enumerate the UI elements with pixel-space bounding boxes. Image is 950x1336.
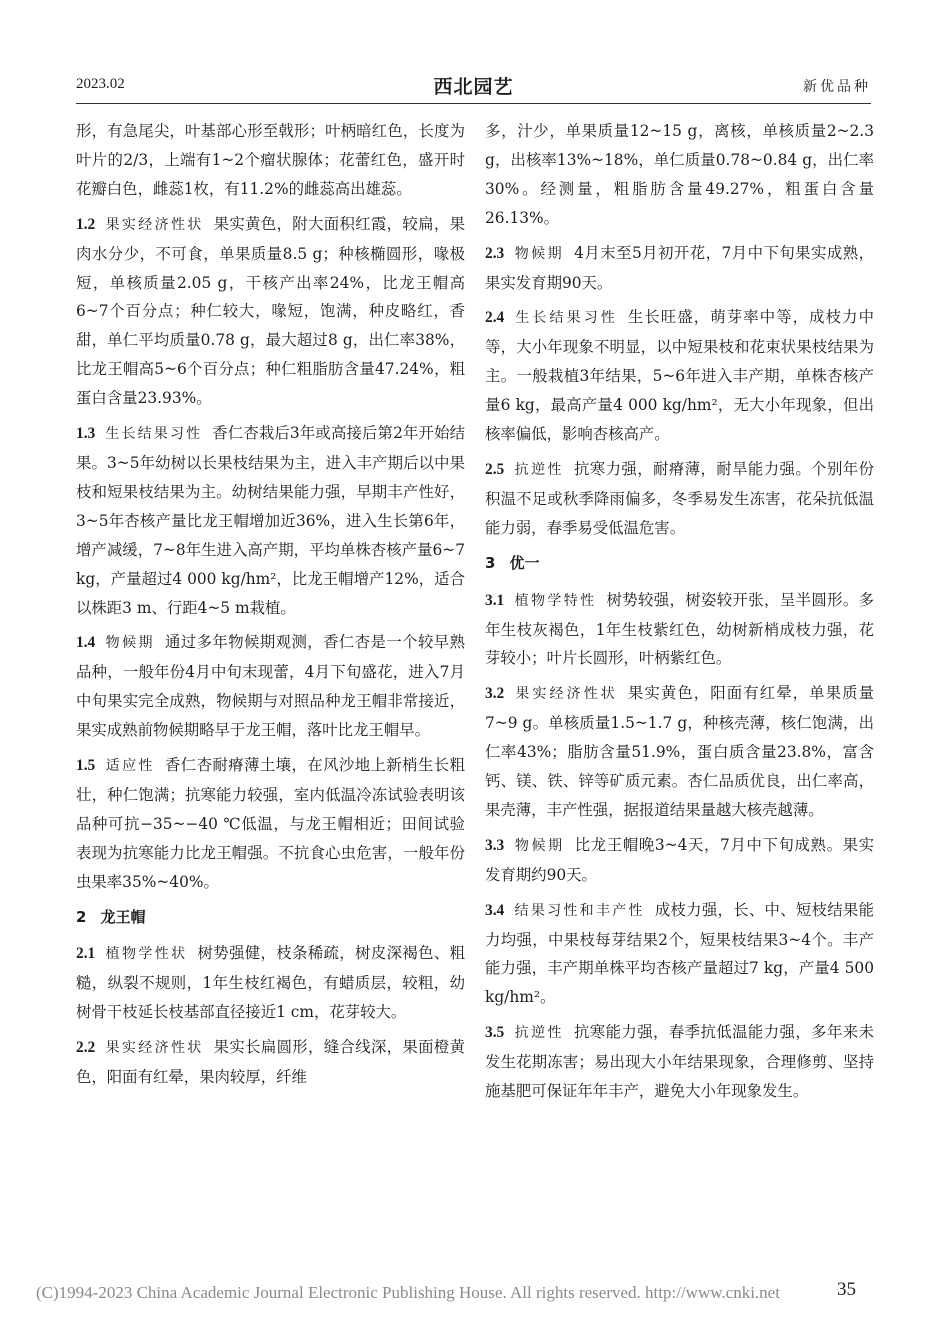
subsection-number: 1.4 <box>76 634 96 652</box>
subsection-text: 果实黄色，附大面积红霞，较扁，果肉水分少，不可食，单果质量8.5 g；种核椭圆形，喙极短，单核质量2.05 g，干核产出率24%，比龙王帽高6~7个百分点；种仁较大，喙短，饱满，种皮略红，香甜，单仁平均质量0.78 g，最大超过8 g，出仁率38%，比龙王帽高5~6个百分点；种仁粗脂肪含量47.24%，粗蛋白含量23.93%。 <box>76 214 465 408</box>
subsection-keyword: 植物学性状 <box>105 946 188 963</box>
subsection-2-4 <box>485 303 874 449</box>
section-number: 3 <box>485 553 496 572</box>
subsection-keyword: 果实经济性状 <box>514 686 618 703</box>
subsection-text: 比龙王帽晚3~4天，7月中下旬成熟。果实发育期约90天。 <box>485 835 875 884</box>
subsection-text: 通过多年物候期观测，香仁杏是一个较早熟品种，一般年份4月中旬末现蕾，4月下旬盛花，进入7月中旬果实完全成熟，物候期与对照品种龙王帽非常接近，果实成熟前物候期略早于龙王帽，落叶比龙王帽早。 <box>76 633 465 740</box>
page-number: 35 <box>837 1279 856 1300</box>
issue-date: 2023.02 <box>76 76 125 92</box>
header-rule <box>76 103 871 104</box>
section-heading-2 <box>76 903 465 932</box>
subsection-number: 1.3 <box>76 425 96 443</box>
subsection-keyword: 物候期 <box>105 635 155 652</box>
subsection-1-4 <box>76 628 465 745</box>
subsection-keyword: 生长结果习性 <box>514 310 618 327</box>
left-column <box>76 117 465 1098</box>
footer <box>36 1279 896 1307</box>
subsection-2-3 <box>485 239 874 298</box>
subsection-3-5 <box>485 1018 874 1106</box>
subsection-number: 2.5 <box>485 460 505 478</box>
subsection-number: 2.2 <box>76 1039 96 1057</box>
running-header <box>76 76 871 100</box>
subsection-text: 果实长扁圆形，缝合线深，果面橙黄色，阳面有红晕，果肉较厚，纤维 <box>76 1038 465 1087</box>
section-heading-3 <box>485 549 874 578</box>
subsection-number: 2.1 <box>76 945 96 963</box>
subsection-keyword: 植物学特性 <box>514 592 597 609</box>
subsection-2-5 <box>485 455 874 543</box>
subsection-keyword: 适应性 <box>105 758 155 775</box>
subsection-keyword: 抗逆性 <box>514 1025 564 1042</box>
paragraph: 形，有急尾尖，叶基部心形至戟形；叶柄暗红色，长度为叶片的2/3，上端有1~2个瘤状腺体；花蕾红色，盛开时花瓣白色，雌蕊1枚，有11.2%的雌蕊高出雄蕊。 <box>76 122 465 198</box>
subsection-3-1 <box>485 586 874 674</box>
subsection-keyword: 抗逆性 <box>514 461 564 478</box>
subsection-3-2 <box>485 679 874 825</box>
subsection-text: 抗寒力强，耐瘠薄，耐旱能力强。个别年份积温不足或秋季降雨偏多，冬季易发生冻害，花朵抗低温能力弱，春季易受低温危害。 <box>485 459 874 537</box>
subsection-number: 1.5 <box>76 757 96 775</box>
subsection-text: 4月末至5月初开花，7月中下旬果实成熟，果实发育期90天。 <box>485 243 874 292</box>
right-column <box>485 117 874 1112</box>
subsection-text: 果实黄色，阳面有红晕，单果质量7~9 g。单核质量1.5~1.7 g，种核壳薄，核仁饱满，出仁率43%；脂肪含量51.9%，蛋白质含量23.8%，富含钙、镁、铁、锌等矿质元素。杏仁品质优良，出仁率高，果壳薄，丰产性强，据报道结果量越大核壳越薄。 <box>485 684 874 819</box>
subsection-3-3 <box>485 831 874 890</box>
subsection-text: 树势强健，枝条稀疏，树皮深褐色、粗糙，纵裂不规则，1年生枝红褐色，有蜡质层，较粗，幼树骨干枝延长枝基部直径接近1 cm，花芽较大。 <box>76 944 465 1022</box>
journal-logo: 西北园艺 <box>433 76 514 98</box>
subsection-1-3 <box>76 419 465 622</box>
subsection-text: 香仁杏栽后3年或高接后第2年开始结果。3~5年幼树以长果枝结果为主，进入丰产期后以中果枝和短果枝结果为主。幼树结果能力强，早期丰产性好，3~5年杏核产量比龙王帽增加近36%，进入生长第6年，增产减缓，7~8年生进入高产期，平均单株杏核产量6~7 kg，产量超过4 000 kg/hm²，比龙王帽增产12%，适合以株距3 m、行距4~5 m栽植。 <box>76 424 466 617</box>
section-name: 新优品种 <box>803 79 871 95</box>
subsection-keyword: 生长结果习性 <box>105 426 203 443</box>
subsection-keyword: 果实经济性状 <box>105 1040 204 1057</box>
subsection-number: 3.5 <box>485 1024 505 1042</box>
subsection-1-5 <box>76 751 465 897</box>
subsection-text: 香仁杏耐瘠薄土壤，在风沙地上新梢生长粗壮，种仁饱满；抗寒能力较强，室内低温冷冻试验表明该品种可抗−35~−40 ℃低温，与龙王帽相近；田间试验表现为抗寒能力比龙王帽强。不抗食心虫危害，一般年份虫果率35%~40%。 <box>76 756 465 891</box>
copyright-notice: (C)1994-2023 China Academic Journal Electronic Publishing House. All rights reserved. http://www.cnki.net <box>36 1283 780 1302</box>
section-title: 优一 <box>509 553 540 572</box>
subsection-keyword: 物候期 <box>514 837 565 854</box>
subsection-number: 1.2 <box>76 215 96 233</box>
subsection-2-1 <box>76 939 465 1027</box>
subsection-number: 3.1 <box>485 591 505 609</box>
section-title: 龙王帽 <box>100 907 146 926</box>
section-number: 2 <box>76 907 87 926</box>
subsection-number: 2.3 <box>485 244 505 262</box>
subsection-number: 2.4 <box>485 309 505 327</box>
subsection-number: 3.3 <box>485 836 505 854</box>
subsection-2-2 <box>76 1033 465 1092</box>
subsection-keyword: 结果习性和丰产性 <box>514 902 645 919</box>
subsection-text: 生长旺盛，萌芽率中等，成枝力中等，大小年现象不明显，以中短果枝和花束状果枝结果为主。一般栽植3年结果，5~6年进入丰产期，单株杏核产量6 kg，最高产量4 000 kg/hm²，无大小年现象，但出核率偏低，影响杏核高产。 <box>485 308 874 444</box>
subsection-keyword: 果实经济性状 <box>105 216 204 233</box>
subsection-3-4 <box>485 896 874 1013</box>
subsection-text: 树势较强，树姿较开张，呈半圆形。多年生枝灰褐色，1年生枝紫红色，幼树新梢成枝力强，花芽较小；叶片长圆形，叶柄紫红色。 <box>485 590 874 668</box>
subsection-text: 成枝力强，长、中、短枝结果能力均强，中果枝每芽结果2个，短果枝结果3~4个。丰产能力强，丰产期单株平均杏核产量超过7 kg，产量4 500 kg/hm²。 <box>485 900 874 1007</box>
subsection-1-2 <box>76 210 465 413</box>
subsection-number: 3.4 <box>485 901 505 919</box>
subsection-keyword: 物候期 <box>514 245 565 262</box>
subsection-number: 3.2 <box>485 685 505 703</box>
paragraph: 多，汁少，单果质量12~15 g，离核，单核质量2~2.3 g，出核率13%~18%，单仁质量0.78~0.84 g，出仁率30%。经测量，粗脂肪含量49.27%，粗蛋白含量26.13%。 <box>485 122 874 227</box>
subsection-text: 抗寒能力强，春季抗低温能力强，多年来未发生花期冻害；易出现大小年结果现象，合理修剪、坚持施基肥可保证年年丰产，避免大小年现象发生。 <box>485 1023 874 1101</box>
